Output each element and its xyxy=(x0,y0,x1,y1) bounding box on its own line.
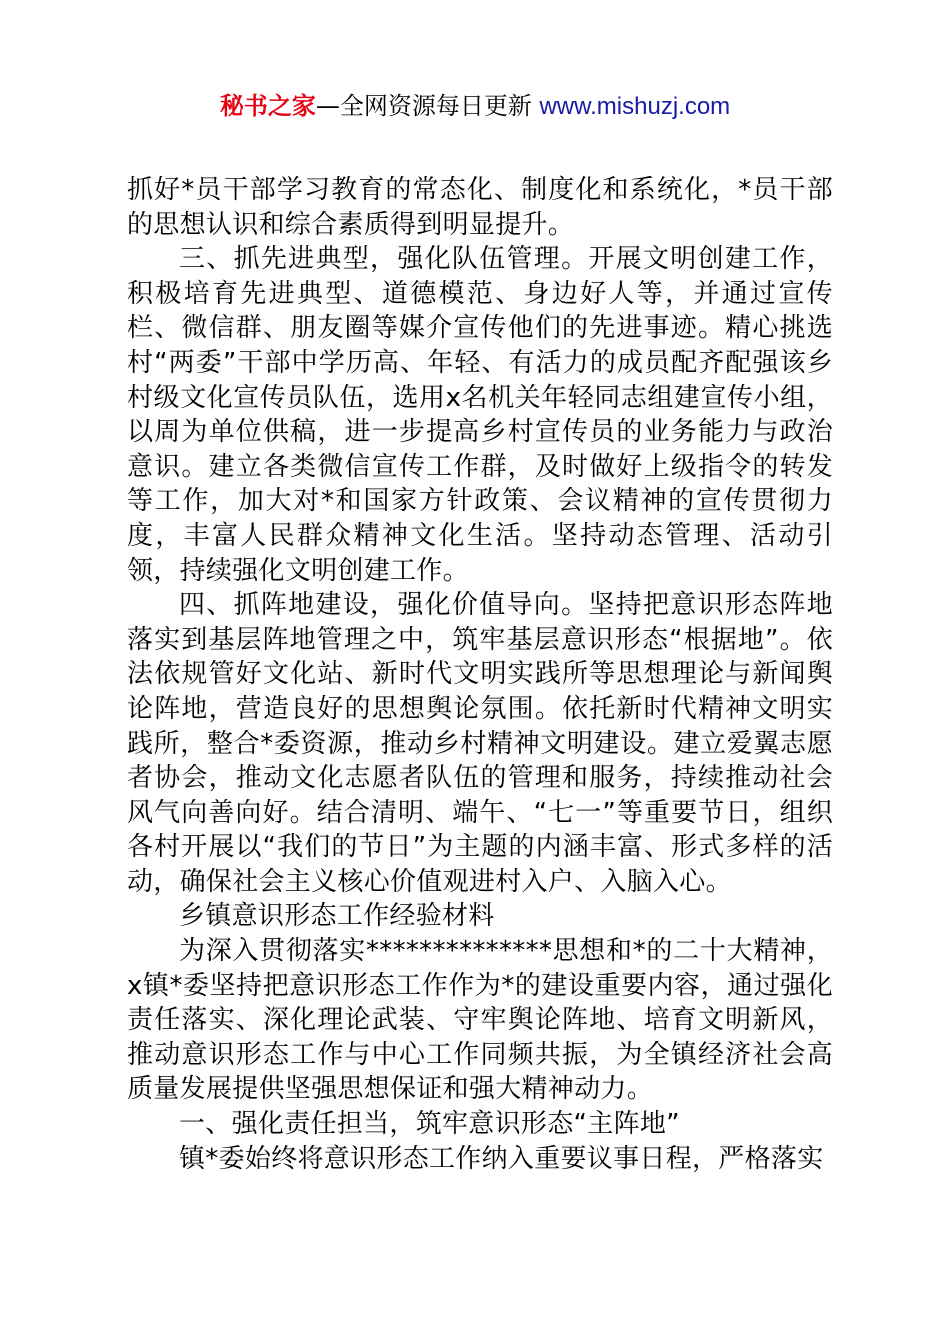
paragraph-section-four: 四、抓阵地建设，强化价值导向。坚持把意识形态阵地落实到基层阵地管理之中，筑牢基层意识形态“根据地”。依法依规管好文化站、新时代文明实践所等思想理论与新闻舆论阵地，营造良好的思想舆论氛围。依托新时代精神文明实践所，整合*委资源，推动乡村精神文明建设。建立爱翼志愿者协会，推动文化志愿者队伍的管理和服务，持续推动社会风气向善向好。结合清明、端午、“七一”等重要节日，组织各村开展以“我们的节日”为主题的内涵丰富、形式多样的活动，确保社会主义核心价值观进村入户、入脑入心。 xyxy=(127,590,833,897)
paragraph-section-one-start: 镇*委始终将意识形态工作纳入重要议事日程，严格落实 xyxy=(179,1143,824,1174)
site-slogan: —全网资源每日更新 xyxy=(315,92,532,120)
site-url-link[interactable]: www.mishuzj.com xyxy=(539,93,731,120)
site-brand: 秘书之家 xyxy=(219,92,316,120)
document-body xyxy=(127,173,833,1176)
site-header xyxy=(0,90,950,123)
section-heading-one: 一、强化责任担当，筑牢意识形态“主阵地” xyxy=(179,1109,680,1140)
document-title: 乡镇意识形态工作经验材料 xyxy=(179,901,495,932)
paragraph-continuation: 抓好*员干部学习教育的常态化、制度化和系统化，*员干部的思想认识和综合素质得到明显提升。 xyxy=(127,175,833,240)
paragraph-section-three: 三、抓先进典型，强化队伍管理。开展文明创建工作，积极培育先进典型、道德模范、身边好人等，并通过宣传栏、微信群、朋友圈等媒介宣传他们的先进事迹。精心挑选村“两委”干部中学历高、年轻、有活力的成员配齐配强该乡村级文化宣传员队伍，选用x名机关年轻同志组建宣传小组，以周为单位供稿，进一步提高乡村宣传员的业务能力与政治意识。建立各类微信宣传工作群，及时做好上级指令的转发等工作，加大对*和国家方针政策、会议精神的宣传贯彻力度，丰富人民群众精神文化生活。坚持动态管理、活动引领，持续强化文明创建工作。 xyxy=(127,244,833,586)
paragraph-intro: 为深入贯彻落实**************思想和*的二十大精神，x镇*委坚持把意识形态工作作为*的建设重要内容，通过强化责任落实、深化理论武装、守牢舆论阵地、培育文明新风，推动意识形态工作与中心工作同频共振，为全镇经济社会高质量发展提供坚强思想保证和强大精神动力。 xyxy=(127,936,833,1105)
